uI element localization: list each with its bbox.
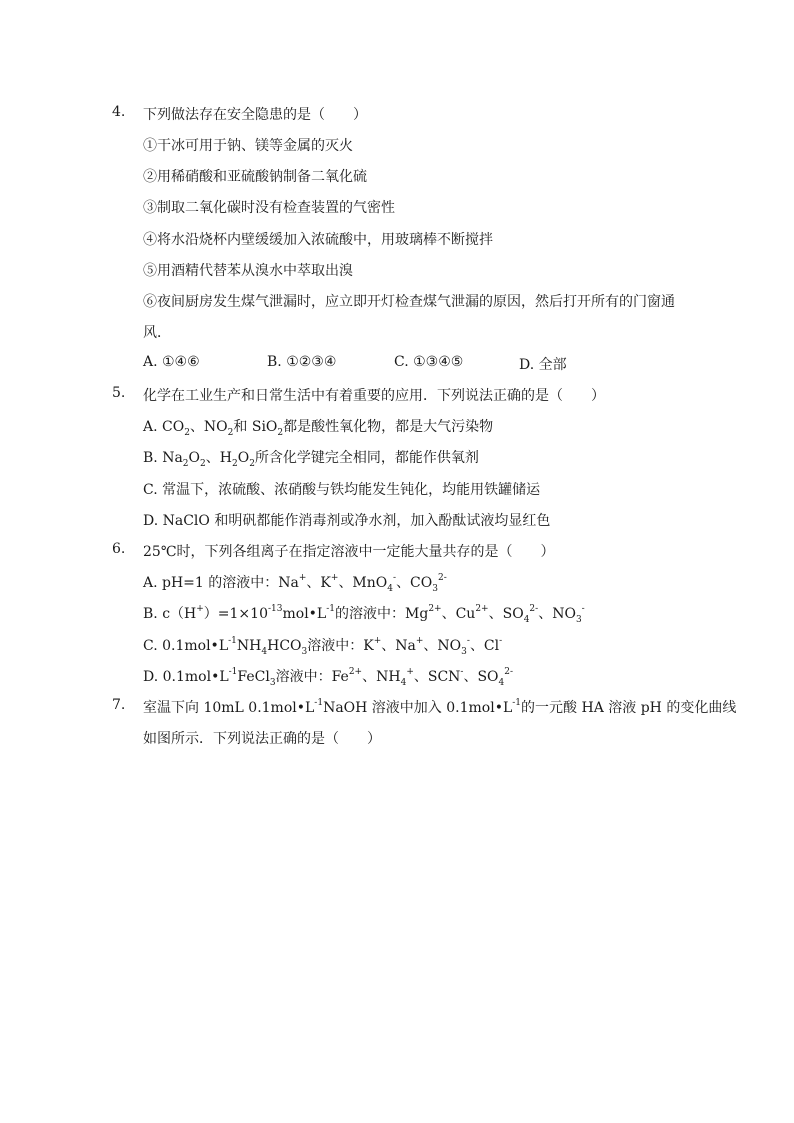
question-number: 6. xyxy=(112,541,126,557)
option-c: C. 常温下，浓硫酸、浓硝酸与铁均能发生钝化，均能用铁罐储运 xyxy=(143,482,541,498)
statement-5: ⑤用酒精代替苯从溴水中萃取出溴 xyxy=(143,263,353,279)
option-b: B. ①②③④ xyxy=(267,354,337,370)
option-b: B. $c(H^+)=1\times 10^{-13}mol•L^{-1}$的溶液中：$Mg^{2+}$、$Cu^{2+}$、$SO_4^{2-}$、$NO_3^-$ xyxy=(143,604,585,625)
option-d: D. 全部 xyxy=(519,357,567,373)
statement-4: ④将水沿烧杯内壁缓缓加入浓硫酸中，用玻璃棒不断搅拌 xyxy=(143,232,493,248)
question-stem: 下列做法存在安全隐患的是（ ） xyxy=(143,107,367,123)
question-number: 4. xyxy=(112,104,126,120)
statement-3: ③制取二氧化碳时没有检查装置的气密性 xyxy=(143,200,395,216)
option-b: B. $Na_2O_2$、$H_2O_2$所含化学键完全相同，都能作供氧剂 xyxy=(143,450,479,469)
option-c: C. ①③④⑤ xyxy=(394,354,464,370)
question-stem: 室温下向 10mL $0.1mol•L^{-1}NaOH$ 溶液中加入 $0.1mol•L^{-1}$的一元酸 HA 溶液 pH 的变化曲线 xyxy=(143,698,737,716)
question-stem-cont: 如图所示．下列说法正确的是（ ） xyxy=(143,731,381,747)
option-c: C. $0.1mol•L^{-1}NH_4HCO_3$溶液中：K+、Na+、$NO_3^-$、Cl- xyxy=(143,636,503,657)
option-a: A. $CO_2$、$NO_2$和 SiO$_2$都是酸性氧化物，都是大气污染物 xyxy=(143,419,494,438)
statement-6: ⑥夜间厨房发生煤气泄漏时，应立即开灯检查煤气泄漏的原因，然后打开所有的门窗通 xyxy=(143,294,675,310)
option-d: D. NaClO 和明矾都能作消毒剂或净水剂，加入酚酞试液均显红色 xyxy=(143,513,551,529)
statement-2: ②用稀硝酸和亚硫酸钠制备二氧化硫 xyxy=(143,169,367,185)
answer-options xyxy=(143,354,703,374)
question-number: 5. xyxy=(112,385,126,401)
option-a: A. ①④⑥ xyxy=(143,354,200,370)
question-stem: 25℃时，下列各组离子在指定溶液中一定能大量共存的是（ ） xyxy=(143,544,555,560)
question-number: 7. xyxy=(112,697,126,713)
question-stem: 化学在工业生产和日常生活中有着重要的应用．下列说法正确的是（ ） xyxy=(143,388,605,404)
option-a: A. pH=1 的溶液中：Na+、K+、MnO$_4$-、$CO_3^{2-}$ xyxy=(143,573,447,594)
statement-6-cont: 风． xyxy=(143,325,171,341)
statement-1: ①干冰可用于钠、镁等金属的灭火 xyxy=(143,138,353,154)
option-d: D. $0.1mol•L^{-1}FeCl_3$溶液中：$Fe^{2+}$、$NH_4^+$、SCN-、$SO_4^{2-}$ xyxy=(143,667,514,688)
